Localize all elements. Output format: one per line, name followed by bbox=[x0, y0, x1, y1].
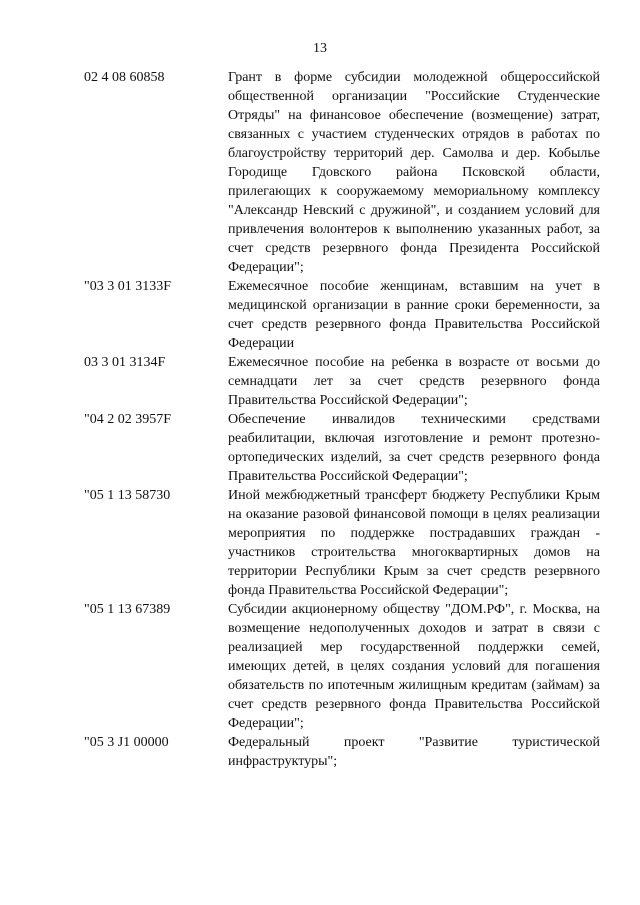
budget-description: Ежемесячное пособие женщинам, вставшим на учет в медицинской организации в ранние сроки беременности, за счет средств резервного фонда Правительства Российской Федерации bbox=[228, 279, 600, 351]
list-item bbox=[0, 733, 640, 771]
budget-description: Иной межбюджетный трансферт бюджету Республики Крым на оказание разовой финансовой помощи в целях реализации мероприятия по поддержке пострадавших граждан - участников строительства многоквартирных домов на территории Республики Крым за счет средств резервного фонда Правительства Российской Федерации"; bbox=[228, 488, 600, 598]
budget-code: "05 1 13 58730 bbox=[84, 488, 171, 503]
budget-code: "05 3 J1 00000 bbox=[84, 735, 169, 750]
budget-code: "05 1 13 67389 bbox=[84, 602, 171, 617]
list-item bbox=[0, 600, 640, 733]
budget-description: Грант в форме субсидии молодежной общероссийской общественной организации "Российские Студенческие Отряды" на финансовое обеспечение (возмещение) затрат, связанных с участием студенческих отрядов в работах по благоустройству территорий дер. Самолва и дер. Кобылье Городище Гдовского района Псковской области, прилегающих к сооружаемому мемориальному комплексу "Александр Невский с дружиной", и созданием условий для привлечения волонтеров к выполнению указанных работ, за счет средств резервного фонда Президента Российской Федерации"; bbox=[228, 70, 600, 275]
list-item bbox=[0, 410, 640, 486]
budget-code: 03 3 01 3134F bbox=[84, 355, 166, 370]
list-item bbox=[0, 353, 640, 410]
budget-description: Обеспечение инвалидов техническими средствами реабилитации, включая изготовление и ремонт протезно-ортопедических изделий, за счет средств резервного фонда Правительства Российской Федерации"; bbox=[228, 412, 600, 484]
page-number: 13 bbox=[313, 41, 327, 56]
budget-description: Федеральный проект "Развитие туристической инфраструктуры"; bbox=[228, 735, 600, 769]
budget-code: "04 2 02 3957F bbox=[84, 412, 172, 427]
list-item bbox=[0, 486, 640, 600]
budget-code: "03 3 01 3133F bbox=[84, 279, 172, 294]
list-item bbox=[0, 68, 640, 277]
budget-code: 02 4 08 60858 bbox=[84, 70, 165, 85]
budget-description: Ежемесячное пособие на ребенка в возрасте от восьми до семнадцати лет за счет средств резервного фонда Правительства Российской Федерации"; bbox=[228, 355, 600, 408]
list-item bbox=[0, 277, 640, 353]
budget-description: Субсидии акционерному обществу "ДОМ.РФ", г. Москва, на возмещение недополученных доходов и затрат в связи с реализацией мер государственной поддержки семей, имеющих детей, в целях создания условий для погашения обязательств по ипотечным жилищным кредитам (займам) за счет средств резервного фонда Правительства Российской Федерации"; bbox=[228, 602, 600, 731]
budget-code-list bbox=[0, 68, 640, 771]
